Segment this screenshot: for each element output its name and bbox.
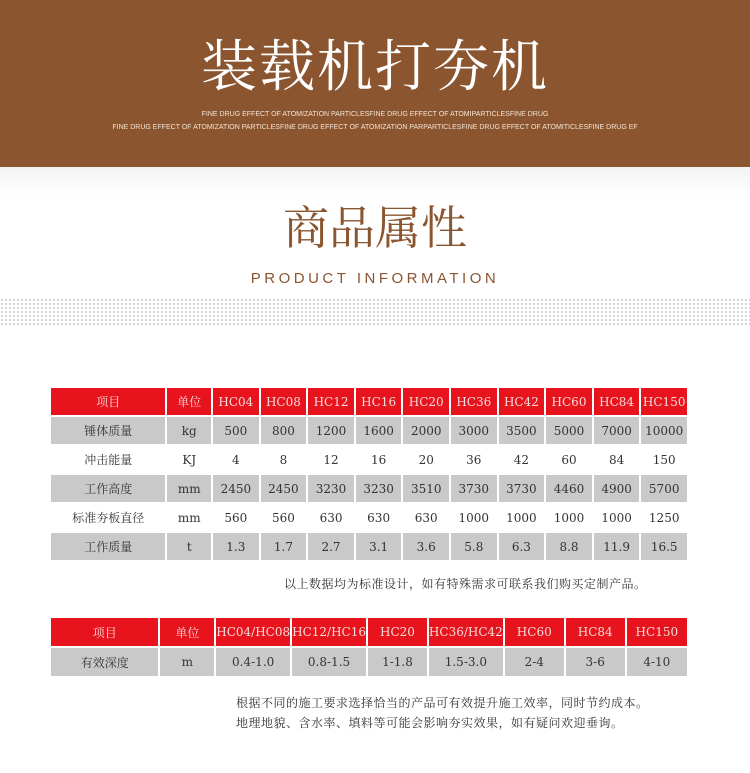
- table-cell: 630: [356, 504, 402, 531]
- header-cell: HC150: [641, 388, 687, 415]
- table-cell: 1.5-3.0: [429, 648, 503, 676]
- header-cell: HC84: [594, 388, 640, 415]
- table-cell: 1000: [499, 504, 545, 531]
- table-cell: 42: [499, 446, 545, 473]
- row-label: 有效深度: [51, 648, 158, 676]
- table-cell: 16.5: [641, 533, 687, 560]
- header-cell: 单位: [167, 388, 211, 415]
- table-cell: 3230: [356, 475, 402, 502]
- table-cell: 3.6: [403, 533, 449, 560]
- table-cell: 500: [213, 417, 259, 444]
- row-label: 冲击能量: [51, 446, 165, 473]
- header-cell: HC08: [261, 388, 307, 415]
- table-row: [51, 504, 687, 531]
- header-cell: HC20: [403, 388, 449, 415]
- table-cell: 630: [308, 504, 354, 531]
- table-header-row: [51, 618, 687, 646]
- banner-subtext-line-1: FINE DRUG EFFECT OF ATOMIZATION PARTICLESFINE DRUG EFFECT OF ATOMIPARTICLESFINE DRUG: [201, 111, 549, 118]
- banner-subtext-line-2: FINE DRUG EFFECT OF ATOMIZATION PARTICLESFINE DRUG EFFECT OF ATOMIZATION PARPARTICLESFINE DRUG EFFECT OF ATOMITICLESFINE DRUG EF: [112, 124, 638, 131]
- table-cell: m: [160, 648, 214, 676]
- header-cell: HC60: [505, 618, 564, 646]
- product-title: 装载机打夯机: [201, 35, 549, 100]
- selection-note: 根据不同的施工要求选择恰当的产品可有效提升施工效率，同时节约成本。: [236, 696, 649, 710]
- header-cell: HC16: [356, 388, 402, 415]
- table-cell: 60: [546, 446, 592, 473]
- table-cell: KJ: [167, 446, 211, 473]
- header-cell: 项目: [51, 618, 158, 646]
- header-cell: 项目: [51, 388, 165, 415]
- row-label: 工作高度: [51, 475, 165, 502]
- table-cell: 3-6: [566, 648, 625, 676]
- table-cell: 5000: [546, 417, 592, 444]
- table-cell: 8.8: [546, 533, 592, 560]
- table-cell: 16: [356, 446, 402, 473]
- table-cell: 4460: [546, 475, 592, 502]
- table-cell: 4: [213, 446, 259, 473]
- row-label: 标准夯板直径: [51, 504, 165, 531]
- table-cell: 11.9: [594, 533, 640, 560]
- table-row: [51, 533, 687, 560]
- table-row: [51, 648, 687, 676]
- table-cell: 84: [594, 446, 640, 473]
- table-cell: 7000: [594, 417, 640, 444]
- table-cell: 0.8-1.5: [292, 648, 366, 676]
- table-cell: 4900: [594, 475, 640, 502]
- table-cell: 1000: [451, 504, 497, 531]
- table-cell: 150: [641, 446, 687, 473]
- table-cell: 630: [403, 504, 449, 531]
- design-note: 以上数据均为标准设计，如有特殊需求可联系我们购买定制产品。: [284, 577, 647, 591]
- table-row: [51, 417, 687, 444]
- table-cell: mm: [167, 504, 211, 531]
- row-label: 工作质量: [51, 533, 165, 560]
- header-cell: HC04/HC08: [216, 618, 290, 646]
- table-cell: 560: [213, 504, 259, 531]
- table-cell: 1000: [546, 504, 592, 531]
- table-cell: 1.3: [213, 533, 259, 560]
- header-cell: 单位: [160, 618, 214, 646]
- table-cell: 3000: [451, 417, 497, 444]
- table-cell: 6.3: [499, 533, 545, 560]
- table-header-row: [51, 388, 687, 415]
- table-cell: 1250: [641, 504, 687, 531]
- table-cell: 1000: [594, 504, 640, 531]
- table-cell: 3510: [403, 475, 449, 502]
- table-cell: 2.7: [308, 533, 354, 560]
- table-cell: mm: [167, 475, 211, 502]
- table-cell: 2450: [261, 475, 307, 502]
- table-cell: 2-4: [505, 648, 564, 676]
- table-cell: 3230: [308, 475, 354, 502]
- section-subtitle: PRODUCT INFORMATION: [250, 270, 500, 287]
- table-cell: 3730: [499, 475, 545, 502]
- table-cell: 20: [403, 446, 449, 473]
- table-row: [51, 475, 687, 502]
- banner-shadow: [0, 167, 750, 197]
- table-cell: 5700: [641, 475, 687, 502]
- table-cell: t: [167, 533, 211, 560]
- header-cell: HC36: [451, 388, 497, 415]
- row-label: 锤体质量: [51, 417, 165, 444]
- header-cell: HC20: [368, 618, 427, 646]
- table-cell: 1.7: [261, 533, 307, 560]
- table-cell: 3.1: [356, 533, 402, 560]
- table-cell: 1-1.8: [368, 648, 427, 676]
- table-cell: 4-10: [627, 648, 687, 676]
- table-cell: 3500: [499, 417, 545, 444]
- depth-table: [49, 616, 689, 678]
- terrain-note: 地理地貌、含水率、填料等可能会影响夯实效果，如有疑问欢迎垂询。: [236, 716, 624, 730]
- table-cell: 3730: [451, 475, 497, 502]
- header-cell: HC04: [213, 388, 259, 415]
- table-cell: 36: [451, 446, 497, 473]
- table-cell: 12: [308, 446, 354, 473]
- header-cell: HC60: [546, 388, 592, 415]
- header-cell: HC12: [308, 388, 354, 415]
- spec-table: [49, 386, 689, 562]
- table-cell: 800: [261, 417, 307, 444]
- table-cell: kg: [167, 417, 211, 444]
- table-cell: 560: [261, 504, 307, 531]
- section-title: 商品属性: [283, 201, 467, 255]
- header-cell: HC12/HC16: [292, 618, 366, 646]
- table-cell: 1200: [308, 417, 354, 444]
- table-row: [51, 446, 687, 473]
- table-cell: 1600: [356, 417, 402, 444]
- header-cell: HC150: [627, 618, 687, 646]
- table-cell: 0.4-1.0: [216, 648, 290, 676]
- header-cell: HC42: [499, 388, 545, 415]
- table-cell: 2450: [213, 475, 259, 502]
- table-cell: 2000: [403, 417, 449, 444]
- header-cell: HC36/HC42: [429, 618, 503, 646]
- table-cell: 5.8: [451, 533, 497, 560]
- table-cell: 10000: [641, 417, 687, 444]
- dotted-divider: [0, 298, 750, 326]
- header-banner: [0, 0, 750, 167]
- table-cell: 8: [261, 446, 307, 473]
- header-cell: HC84: [566, 618, 625, 646]
